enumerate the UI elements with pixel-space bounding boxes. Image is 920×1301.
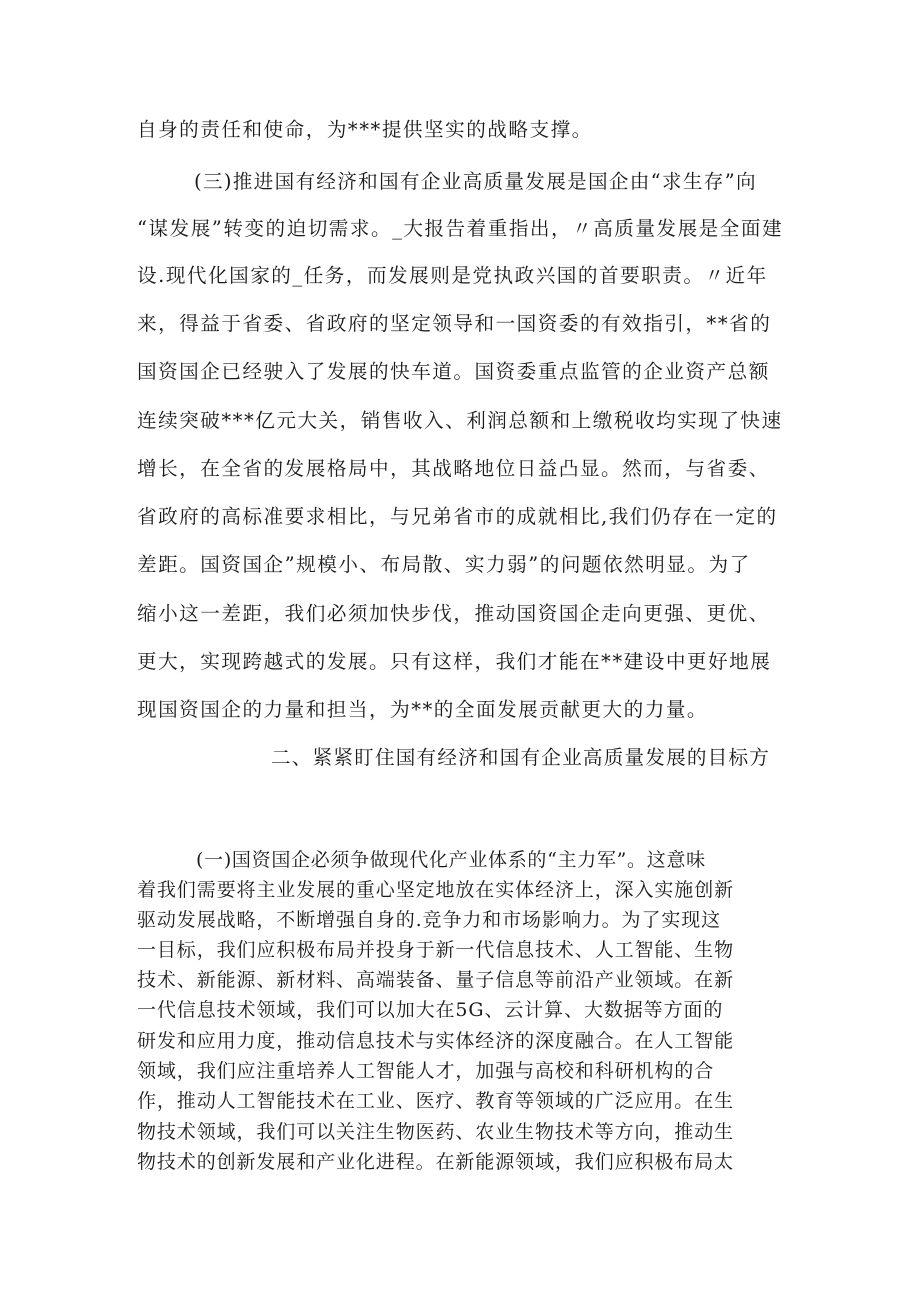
paragraph-line: 来，得益于省委、省政府的坚定领导和一国资委的有效指引，**省的 xyxy=(137,312,772,335)
paragraph-line: 连续突破***亿元大关，销售收入、利润总额和上缴税收均实现了快速 xyxy=(137,409,783,432)
paragraph-line: (一)国资国企必须争做现代化产业体系的“主力军”。这意味 xyxy=(196,849,706,871)
paragraph-line: 技术、新能源、新材料、高端装备、量子信息等前沿产业领域。在新 xyxy=(137,969,735,991)
paragraph-line: 物技术领域，我们可以关注生物医药、农业生物技术等方向，推动生 xyxy=(137,1121,735,1143)
paragraph-line: 驱动发展战略，不断增强自身的.竞争力和市场影响力。为了实现这 xyxy=(137,909,722,931)
paragraph-line: 差距。国资国企”规模小、布局散、实力弱”的问题依然明显。为了 xyxy=(137,553,751,576)
paragraph-line: 设.现代化国家的_任务，而发展则是党执政兴国的首要职责。〃近年 xyxy=(137,264,768,287)
paragraph-line: 缩小这一差距，我们必须加快步伐，推动国资国企走向更强、更优、 xyxy=(137,602,770,625)
paragraph-line: (三)推进国有经济和国有企业高质量发展是国企由“求生存”向 xyxy=(194,170,757,193)
paragraph-line: 一目标，我们应积极布局并投身于新一代信息技术、人工智能、生物 xyxy=(137,939,735,961)
paragraph-line: 自身的责任和使命，为***提供坚实的战略支撑。 xyxy=(137,118,593,141)
paragraph-line: 更大，实现跨越式的发展。只有这样，我们才能在**建设中更好地展 xyxy=(137,650,772,673)
paragraph-line: 作，推动人工智能技术在工业、医疗、教育等领域的广泛应用。在生 xyxy=(137,1090,735,1112)
paragraph-line: 着我们需要将主业发展的重心坚定地放在实体经济上，深入实施创新 xyxy=(137,879,735,901)
paragraph-line: 研发和应用力度，推动信息技术与实体经济的深度融合。在人工智能 xyxy=(137,1030,735,1052)
section-heading: 二、紧紧盯住国有经济和国有企业高质量发展的目标方 xyxy=(271,746,771,769)
paragraph-line: 一代信息技术领域，我们可以加大在5G、云计算、大数据等方面的 xyxy=(137,999,724,1021)
paragraph-line: 省政府的高标准要求相比，与兄弟省市的成就相比,我们仍存在一定的 xyxy=(137,505,778,528)
paragraph-line: 增长，在全省的发展格局中，其战略地位日益凸显。然而，与省委、 xyxy=(137,457,770,480)
paragraph-line: 领域，我们应注重培养人工智能人才，加强与高校和科研机构的合 xyxy=(137,1060,715,1082)
paragraph-line: “谋发展”转变的迫切需求。_大报告着重指出，〃高质量发展是全面建 xyxy=(137,217,784,240)
paragraph-line: 国资国企已经驶入了发展的快车道。国资委重点监管的企业资产总额 xyxy=(137,360,770,383)
paragraph-line: 物技术的创新发展和产业化进程。在新能源领域，我们应积极布局太 xyxy=(137,1151,735,1173)
paragraph-line: 现国资国企的力量和担当，为**的全面发展贡献更大的力量。 xyxy=(137,698,709,721)
